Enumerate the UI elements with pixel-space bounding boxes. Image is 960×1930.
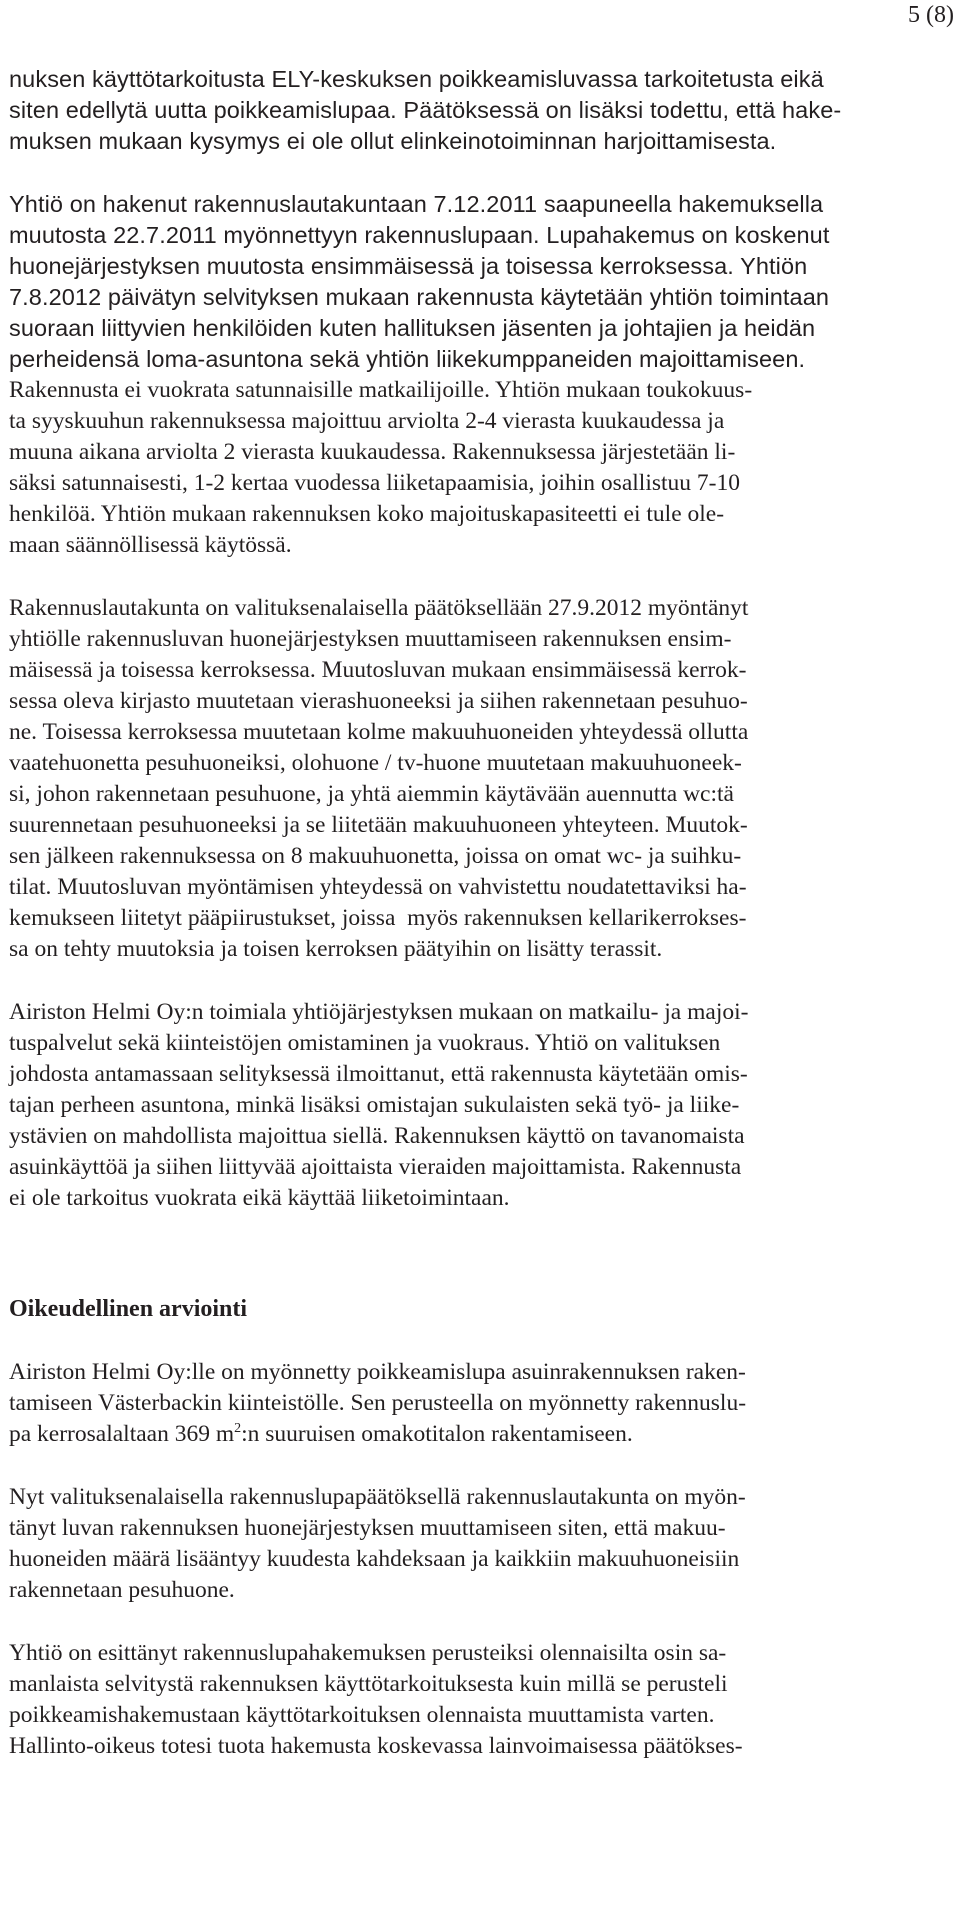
paragraph-3 <box>9 593 949 965</box>
text-line: suurennetaan pesuhuoneeksi ja se liitetään makuuhuoneen yhteyteen. Muutok- <box>9 812 748 838</box>
text-line: henkilöä. Yhtiön mukaan rakennuksen koko majoituskapasiteetti ei tule ole- <box>9 501 725 527</box>
text-line: 7.8.2012 päivätyn selvityksen mukaan rakennusta käytetään yhtiön toimintaan <box>9 284 830 310</box>
text-line: rakennetaan pesuhuone. <box>9 1577 235 1603</box>
document-body <box>9 64 949 1762</box>
text-line: Yhtiö on esittänyt rakennuslupahakemuksen perusteiksi olennaisilta osin sa- <box>9 1640 727 1666</box>
text-line: Rakennuslautakunta on valituksenalaisella päätöksellään 27.9.2012 myöntänyt <box>9 595 749 621</box>
text-line: maan säännöllisessä käytössä. <box>9 532 292 558</box>
text-line: tilat. Muutosluvan myöntämisen yhteydessä on vahvistettu noudatettaviksi ha- <box>9 874 747 900</box>
text-line: sa on tehty muutoksia ja toisen kerroksen päätyihin on lisätty terassit. <box>9 936 663 962</box>
text-line: Rakennusta ei vuokrata satunnaisille matkailijoille. Yhtiön mukaan toukokuus- <box>9 377 753 403</box>
text-line: poikkeamishakemustaan käyttötarkoituksen olennaista muuttamista varten. <box>9 1702 715 1728</box>
text-line: yhtiölle rakennusluvan huonejärjestyksen muuttamiseen rakennuksen ensim- <box>9 626 732 652</box>
text-line: vaatehuonetta pesuhuoneiksi, olohuone / tv-huone muutetaan makuuhuoneek- <box>9 750 742 776</box>
text-line: perheidensä loma-asuntona sekä yhtiön liikekumppaneiden majoittamiseen. <box>9 346 806 372</box>
paragraph-4 <box>9 997 949 1214</box>
text-line: sen jälkeen rakennuksessa on 8 makuuhuonetta, joissa on omat wc- ja suihku- <box>9 843 742 869</box>
text-line: tuspalvelut sekä kiinteistöjen omistaminen ja vuokraus. Yhtiö on valituksen <box>9 1030 721 1056</box>
text-line <box>9 1419 949 1450</box>
text-line: manlaista selvitystä rakennuksen käyttötarkoituksesta kuin millä se perusteli <box>9 1671 728 1697</box>
text-line: mäisessä ja toisessa kerroksessa. Muutosluvan mukaan ensimmäisessä kerrok- <box>9 657 747 683</box>
paragraph-7 <box>9 1638 949 1762</box>
text-segment: pa kerrosalaltaan 369 m <box>9 1421 235 1447</box>
text-line: tamiseen Västerbackin kiinteistölle. Sen perusteella on myönnetty rakennuslu- <box>9 1390 747 1416</box>
text-line: Airiston Helmi Oy:lle on myönnetty poikkeamislupa asuinrakennuksen raken- <box>9 1359 746 1385</box>
paragraph-6 <box>9 1482 949 1606</box>
text-line: muuna aikana arviolta 2 vierasta kuukaudessa. Rakennuksessa järjestetään li- <box>9 439 736 465</box>
text-line: huonejärjestyksen muutosta ensimmäisessä ja toisessa kerroksessa. Yhtiön <box>9 253 808 279</box>
text-line: ta syyskuuhun rakennuksessa majoittuu arviolta 2-4 vierasta kuukaudessa ja <box>9 408 725 434</box>
text-line: tänyt luvan rakennuksen huonejärjestyksen muuttamiseen siten, että makuu- <box>9 1515 726 1541</box>
text-line: sessa oleva kirjasto muutetaan vierashuoneeksi ja siihen rakennetaan pesuhuo- <box>9 688 748 714</box>
text-line: siten edellytä uutta poikkeamislupaa. Päätöksessä on lisäksi todettu, että hake- <box>9 97 842 123</box>
section-heading: Oikeudellinen arviointi <box>9 1296 248 1322</box>
paragraph-5 <box>9 1357 949 1450</box>
text-line: ystävien on mahdollista majoittua siellä. Rakennuksen käyttö on tavanomaista <box>9 1123 745 1149</box>
text-line: ne. Toisessa kerroksessa muutetaan kolme makuuhuoneiden yhteydessä ollutta <box>9 719 749 745</box>
text-line: tajan perheen asuntona, minkä lisäksi omistajan sukulaisten sekä työ- ja liike- <box>9 1092 740 1118</box>
text-line: johdosta antamassaan selityksessä ilmoittanut, että rakennusta käytetään omis- <box>9 1061 748 1087</box>
page-number: 5 (8) <box>908 2 954 28</box>
text-line: muutosta 22.7.2011 myönnettyyn rakennuslupaan. Lupahakemus on koskenut <box>9 222 830 248</box>
text-line: asuinkäyttöä ja siihen liittyvää ajoittaista vieraiden majoittamista. Rakennusta <box>9 1154 742 1180</box>
text-line: muksen mukaan kysymys ei ole ollut elinkeinotoiminnan harjoittamisesta. <box>9 128 777 154</box>
text-line: Nyt valituksenalaisella rakennuslupapäätöksellä rakennuslautakunta on myön- <box>9 1484 746 1510</box>
paragraph-1 <box>9 64 949 157</box>
text-line: kemukseen liitetyt pääpiirustukset, joissa myös rakennuksen kellarikerrokses- <box>9 905 747 931</box>
text-line: Hallinto-oikeus totesi tuota hakemusta koskevassa lainvoimaisessa päätökses- <box>9 1733 743 1759</box>
paragraph-2 <box>9 189 949 561</box>
text-line: ei ole tarkoitus vuokrata eikä käyttää liiketoimintaan. <box>9 1185 510 1211</box>
text-line: nuksen käyttötarkoitusta ELY-keskuksen poikkeamisluvassa tarkoitetusta eikä <box>9 66 824 92</box>
superscript: 2 <box>234 1421 242 1437</box>
text-line: Yhtiö on hakenut rakennuslautakuntaan 7.12.2011 saapuneella hakemuksella <box>9 191 824 217</box>
text-line: Airiston Helmi Oy:n toimiala yhtiöjärjestyksen mukaan on matkailu- ja majoi- <box>9 999 749 1025</box>
text-line: suoraan liittyvien henkilöiden kuten hallituksen jäsenten ja johtajien ja heidän <box>9 315 816 341</box>
text-line: huoneiden määrä lisääntyy kuudesta kahdeksaan ja kaikkiin makuuhuoneisiin <box>9 1546 740 1572</box>
text-line: si, johon rakennetaan pesuhuone, ja yhtä aiemmin käytävään auennutta wc:tä <box>9 781 734 807</box>
text-segment: :n suuruisen omakotitalon rakentamiseen. <box>241 1421 633 1447</box>
text-line: säksi satunnaisesti, 1-2 kertaa vuodessa liiketapaamisia, joihin osallistuu 7-10 <box>9 470 740 496</box>
